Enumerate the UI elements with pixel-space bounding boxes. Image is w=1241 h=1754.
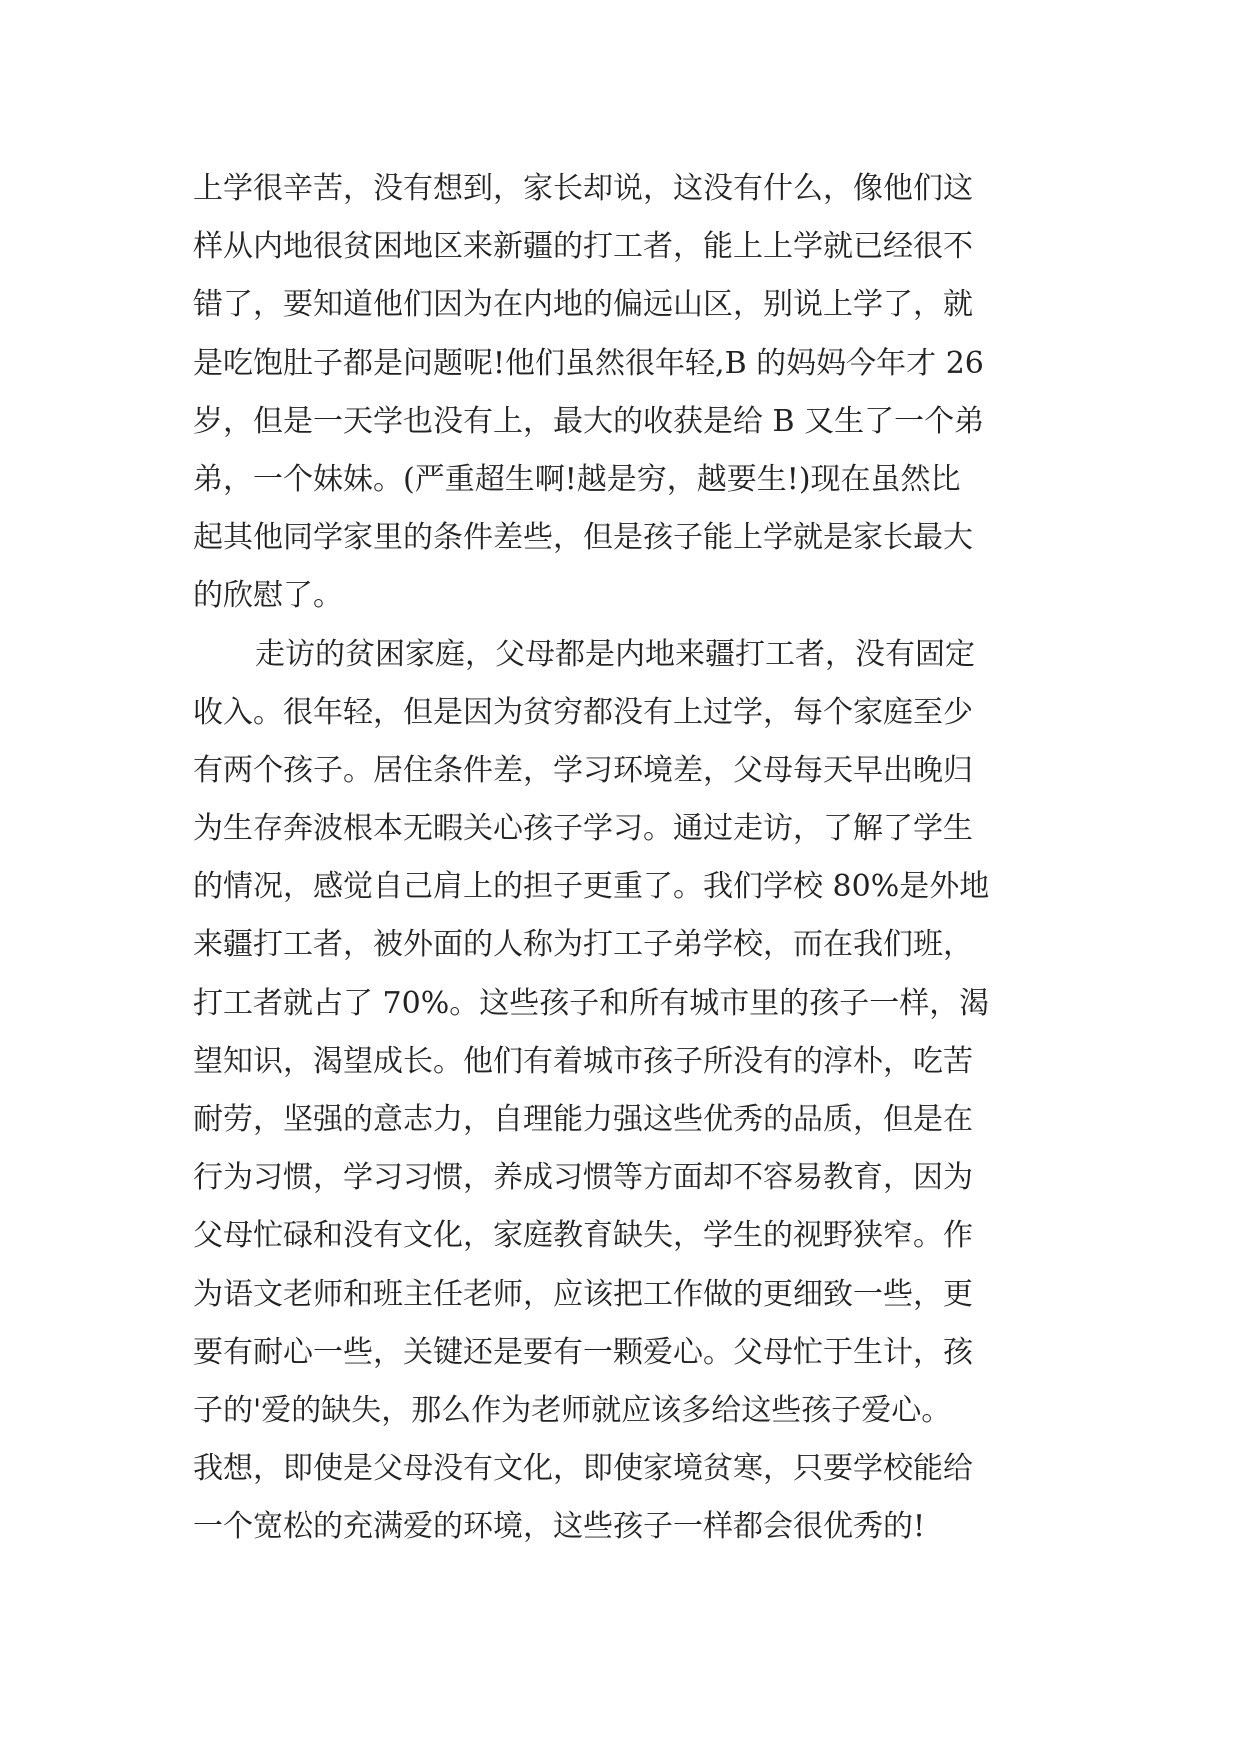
text-line: 一个宽松的充满爱的环境，这些孩子一样都会很优秀的! bbox=[193, 1509, 926, 1545]
text-line: 行为习惯，学习习惯，养成习惯等方面却不容易教育，因为 bbox=[193, 1160, 973, 1196]
text-line: 收入。很年轻，但是因为贫穷都没有上过学，每个家庭至少 bbox=[193, 694, 973, 730]
body-text bbox=[193, 160, 1073, 1557]
text-line: 我想，即使是父母没有文化，即使家境贫寒，只要学校能给 bbox=[193, 1451, 973, 1487]
paragraph-1 bbox=[193, 160, 1073, 626]
text-line: 有两个孩子。居住条件差，学习环境差，父母每天早出晚归 bbox=[193, 752, 973, 788]
text-line: 耐劳，坚强的意志力，自理能力强这些优秀的品质，但是在 bbox=[193, 1102, 973, 1137]
text-line: 子的'爱的缺失，那么作为老师就应该多给这些孩子爱心。 bbox=[193, 1392, 952, 1428]
text-line: 的情况，感觉自己肩上的担子更重了。我们学校 80%是外地 bbox=[193, 869, 990, 905]
text-line: 打工者就占了 70%。这些孩子和所有城市里的孩子一样，渴 bbox=[193, 985, 990, 1021]
text-line: 来疆打工者，被外面的人称为打工子弟学校，而在我们班， bbox=[193, 927, 973, 963]
text-line: 的欣慰了。 bbox=[193, 578, 343, 614]
text-line: 错了，要知道他们因为在内地的偏远山区，别说上学了，就 bbox=[193, 287, 973, 323]
text-line: 弟，一个妹妹。(严重超生啊!越是穷，越要生!)现在虽然比 bbox=[193, 461, 961, 497]
paragraph-2 bbox=[193, 626, 1073, 1557]
text-line: 望知识，渴望成长。他们有着城市孩子所没有的淳朴，吃苦 bbox=[193, 1043, 973, 1079]
text-line: 为生存奔波根本无暇关心孩子学习。通过走访，了解了学生 bbox=[193, 811, 973, 847]
text-line: 样从内地很贫困地区来新疆的打工者，能上上学就已经很不 bbox=[193, 229, 973, 265]
text-line: 上学很辛苦，没有想到，家长却说，这没有什么，像他们这 bbox=[193, 171, 973, 206]
text-line: 为语文老师和班主任老师，应该把工作做的更细致一些，更 bbox=[193, 1276, 973, 1312]
text-line: 走访的贫困家庭，父母都是内地来疆打工者，没有固定 bbox=[255, 636, 975, 672]
text-line: 起其他同学家里的条件差些，但是孩子能上学就是家长最大 bbox=[193, 520, 973, 556]
text-line: 要有耐心一些，关键还是要有一颗爱心。父母忙于生计，孩 bbox=[193, 1334, 973, 1370]
text-line: 是吃饱肚子都是问题呢!他们虽然很年轻,B 的妈妈今年才 26 bbox=[193, 345, 984, 381]
text-line: 岁，但是一天学也没有上，最大的收获是给 B 又生了一个弟 bbox=[193, 403, 985, 439]
text-line: 父母忙碌和没有文化，家庭教育缺失，学生的视野狭窄。作 bbox=[193, 1218, 973, 1254]
